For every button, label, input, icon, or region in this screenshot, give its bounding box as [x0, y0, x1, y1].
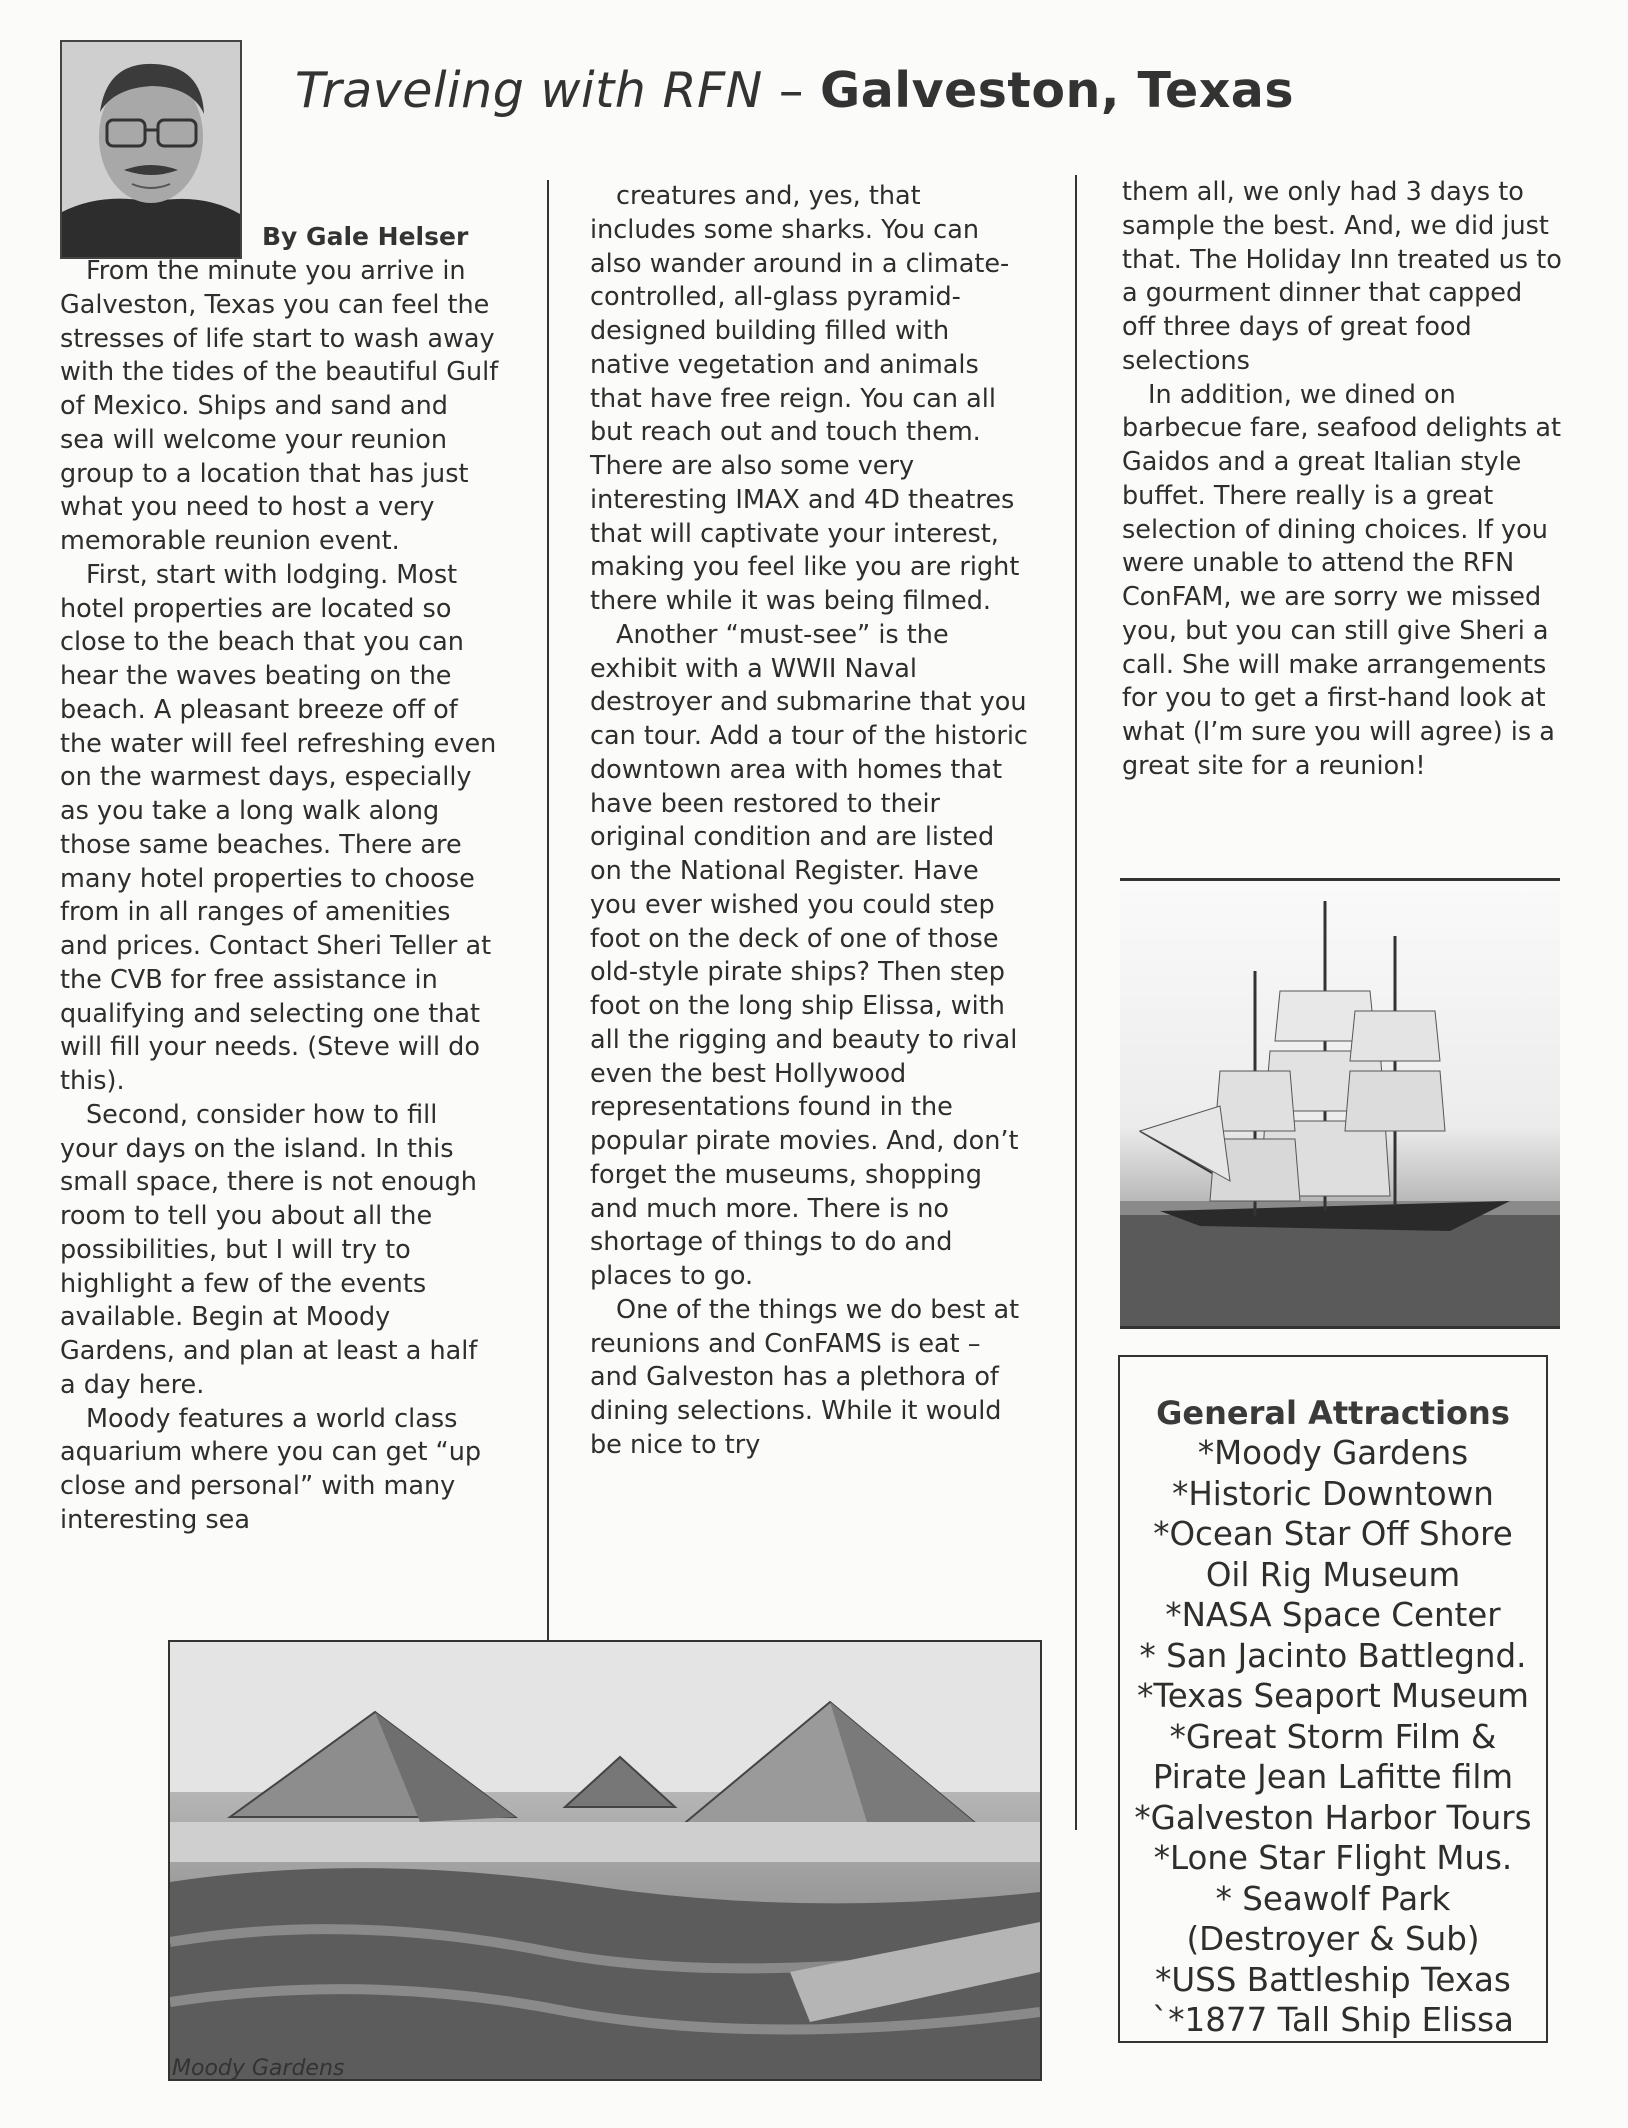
- paragraph: First, start with lodging. Most hotel properties are located so close to the beach that you can hear the waves beating on the beach. A pleasant breeze off of the water will feel refreshing even on the warmest days, especially as you take a long walk along those same beaches. There are many hotel properties to choose from in all ranges of amenities and prices. Contact Sheri Teller at the CVB for free assistance in qualifying and selecting one that will fill your needs. (Steve will do this).: [60, 559, 497, 1096]
- list-item: *Galveston Harbor Tours: [1134, 1798, 1532, 1837]
- list-item: Pirate Jean Lafitte film: [1152, 1758, 1514, 1796]
- column-divider: [1075, 175, 1077, 1830]
- article-column-2: [590, 180, 1030, 1463]
- paragraph: One of the things we do best at reunions and ConFAMS is eat – and Galveston has a plethora of dining selections. While it would be nice to try: [590, 1294, 1020, 1460]
- list-item: *Texas Seaport Museum: [1137, 1677, 1529, 1715]
- byline: By Gale Helser: [262, 222, 469, 251]
- attractions-title: General Attractions: [1156, 1394, 1510, 1432]
- headline-separator: –: [762, 62, 820, 119]
- paragraph: creatures and, yes, that includes some sharks. You can also wander around in a climate-controlled, all-glass pyramid-designed building filled with native vegetation and animals that have free reign. You can all but reach out and touch them. There are also some very interesting IMAX and 4D theatres that will captivate your interest, making you feel like you are right there while it was being filmed.: [590, 181, 1020, 616]
- list-item: (Destroyer & Sub): [1186, 1920, 1480, 1958]
- list-item: *NASA Space Center: [1165, 1596, 1501, 1634]
- list-item: Oil Rig Museum: [1205, 1555, 1461, 1594]
- list-item: *Moody Gardens: [1197, 1434, 1469, 1472]
- list-item: *USS Battleship Texas: [1155, 1960, 1511, 1999]
- paragraph: Moody features a world class aquarium where you can get “up close and personal” with many interesting sea: [60, 1403, 482, 1535]
- moody-gardens-photo: [168, 1640, 1042, 2081]
- list-item: * San Jacinto Battlegnd.: [1139, 1636, 1527, 1675]
- list-item: *Ocean Star Off Shore: [1153, 1515, 1513, 1553]
- article-headline: [295, 62, 1294, 119]
- paragraph: From the minute you arrive in Galveston, Texas you can feel the stresses of life start to wash away with the tides of the beautiful Gulf of Mexico. Ships and sand and sea will welcome your reunion group to a location that has just what you need to host a very memorable reunion event.: [60, 256, 499, 556]
- photo-caption: Moody Gardens: [172, 2056, 345, 2081]
- list-item: *Lone Star Flight Mus.: [1153, 1839, 1513, 1877]
- article-column-1: [60, 255, 500, 1538]
- general-attractions-box: [1118, 1355, 1548, 2043]
- article-column-3: [1122, 176, 1562, 784]
- list-item: *Great Storm Film &: [1169, 1717, 1497, 1756]
- attractions-list: [1120, 1433, 1546, 2041]
- headline-place: Galveston, Texas: [819, 62, 1295, 119]
- paragraph: Second, consider how to fill your days on the island. In this small space, there is not enough room to tell you about all the possibilities, but I will try to highlight a few of the events available. Begin at Moody Gardens, and plan at least a half a day here.: [60, 1099, 478, 1400]
- list-item: * Seawolf Park: [1215, 1879, 1451, 1918]
- tall-ship-photo: [1120, 878, 1560, 1329]
- column-divider: [547, 180, 549, 1640]
- paragraph: In addition, we dined on barbecue fare, seafood delights at Gaidos and a great Italian style buffet. There really is a great selection of dining choices. If you were unable to attend the RFN ConFAM, we are sorry we missed you, but you can still give Sheri a call. She will make arrangements for you to get a first-hand look at what (I’m sure you will agree) is a great site for a reunion!: [1122, 379, 1562, 781]
- list-item: *Historic Downtown: [1172, 1474, 1494, 1513]
- list-item: `*1877 Tall Ship Elissa: [1152, 2001, 1514, 2039]
- paragraph: them all, we only had 3 days to sample the best. And, we did just that. The Holiday Inn treated us to a gourment dinner that capped off three days of great food selections: [1122, 177, 1562, 376]
- headline-lead: Traveling with RFN: [295, 62, 763, 119]
- paragraph: Another “must-see” is the exhibit with a WWII Naval destroyer and submarine that you can tour. Add a tour of the historic downtown area with homes that have been restored to their original condition and are listed on the National Register. Have you ever wished you could step foot on the deck of one of those old-style pirate ships? Then step foot on the long ship Elissa, with all the rigging and beauty to rival even the best Hollywood representations found in the popular pirate movies. And, don’t forget the museums, shopping and much more. There is no shortage of things to do and places to go.: [590, 619, 1028, 1291]
- author-photo: [60, 40, 242, 259]
